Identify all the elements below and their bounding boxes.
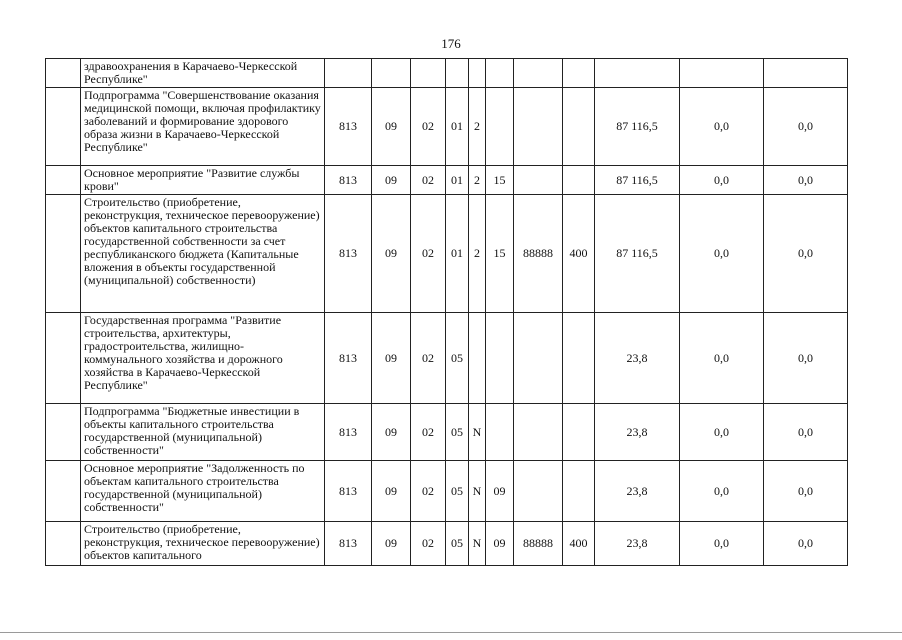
row-v1-cell: 23,8	[595, 461, 680, 522]
row-name-cell: здравоохранения в Карачаево-Черкесской Республике"	[81, 59, 325, 88]
table-row	[46, 195, 848, 313]
row-c6-cell: 09	[486, 522, 514, 566]
row-name-cell: Подпрограмма "Бюджетные инвестиции в объекты капитального строительства государственной (муниципальной) собственности"	[81, 404, 325, 461]
row-c5-cell: N	[469, 522, 486, 566]
row-blank-cell	[46, 522, 81, 566]
row-c1-cell: 813	[325, 88, 372, 166]
row-c7-cell: 88888	[514, 195, 563, 313]
row-c3-cell: 02	[411, 195, 446, 313]
row-blank-cell	[46, 404, 81, 461]
row-blank-cell	[46, 313, 81, 404]
row-c2-cell: 09	[372, 88, 411, 166]
row-v2-cell: 0,0	[680, 195, 764, 313]
row-c4-cell: 05	[446, 461, 469, 522]
row-name-cell: Основное мероприятие "Развитие службы крови"	[81, 166, 325, 195]
row-c1-cell: 813	[325, 195, 372, 313]
row-c8-cell	[563, 88, 595, 166]
row-v1-cell: 23,8	[595, 522, 680, 566]
row-c3-cell: 02	[411, 404, 446, 461]
row-name-cell: Основное мероприятие "Задолженность по объектам капитального строительства государственной (муниципальной) собственности"	[81, 461, 325, 522]
row-c7-cell	[514, 59, 563, 88]
row-c4-cell: 01	[446, 166, 469, 195]
row-v3-cell	[764, 59, 848, 88]
row-c5-cell: N	[469, 404, 486, 461]
row-name-cell: Подпрограмма "Совершенствование оказания медицинской помощи, включая профилактику заболеваний и формирование здорового образа жизни в Карачаево-Черкесской Республике"	[81, 88, 325, 166]
row-blank-cell	[46, 88, 81, 166]
table-row	[46, 461, 848, 522]
row-v1-cell: 87 116,5	[595, 195, 680, 313]
row-c5-cell	[469, 59, 486, 88]
row-c3-cell: 02	[411, 522, 446, 566]
row-v3-cell: 0,0	[764, 461, 848, 522]
row-blank-cell	[46, 59, 81, 88]
row-v2-cell: 0,0	[680, 461, 764, 522]
row-c1-cell: 813	[325, 461, 372, 522]
row-v1-cell: 23,8	[595, 313, 680, 404]
row-v1-cell: 87 116,5	[595, 88, 680, 166]
row-v3-cell: 0,0	[764, 195, 848, 313]
row-c5-cell: N	[469, 461, 486, 522]
row-c8-cell	[563, 59, 595, 88]
scan-edge-line	[0, 632, 902, 633]
row-blank-cell	[46, 166, 81, 195]
row-c1-cell: 813	[325, 313, 372, 404]
row-c4-cell: 05	[446, 313, 469, 404]
row-c4-cell	[446, 59, 469, 88]
row-v3-cell: 0,0	[764, 88, 848, 166]
row-c7-cell	[514, 166, 563, 195]
row-c4-cell: 01	[446, 195, 469, 313]
row-c1-cell: 813	[325, 522, 372, 566]
row-c3-cell: 02	[411, 88, 446, 166]
row-c8-cell	[563, 404, 595, 461]
row-c6-cell: 15	[486, 195, 514, 313]
row-c8-cell: 400	[563, 195, 595, 313]
row-blank-cell	[46, 461, 81, 522]
row-c2-cell: 09	[372, 166, 411, 195]
row-c3-cell: 02	[411, 313, 446, 404]
row-c7-cell	[514, 404, 563, 461]
row-name-cell: Строительство (приобретение, реконструкция, техническое перевооружение) объектов капитального	[81, 522, 325, 566]
budget-table	[45, 58, 848, 566]
row-c8-cell	[563, 461, 595, 522]
table-row	[46, 404, 848, 461]
table-row	[46, 166, 848, 195]
row-c7-cell: 88888	[514, 522, 563, 566]
row-c1-cell: 813	[325, 166, 372, 195]
table-row	[46, 59, 848, 88]
row-c4-cell: 01	[446, 88, 469, 166]
row-c2-cell: 09	[372, 195, 411, 313]
row-c3-cell: 02	[411, 461, 446, 522]
row-v1-cell	[595, 59, 680, 88]
row-c2-cell: 09	[372, 404, 411, 461]
row-c3-cell	[411, 59, 446, 88]
row-c2-cell: 09	[372, 461, 411, 522]
row-c6-cell	[486, 313, 514, 404]
row-c7-cell	[514, 313, 563, 404]
row-v1-cell: 87 116,5	[595, 166, 680, 195]
row-v2-cell: 0,0	[680, 522, 764, 566]
row-c3-cell: 02	[411, 166, 446, 195]
row-c4-cell: 05	[446, 522, 469, 566]
row-c4-cell: 05	[446, 404, 469, 461]
table-row	[46, 88, 848, 166]
row-blank-cell	[46, 195, 81, 313]
row-c8-cell	[563, 313, 595, 404]
row-c7-cell	[514, 461, 563, 522]
row-c8-cell: 400	[563, 522, 595, 566]
row-c2-cell: 09	[372, 522, 411, 566]
row-c6-cell	[486, 88, 514, 166]
row-c2-cell	[372, 59, 411, 88]
row-c2-cell: 09	[372, 313, 411, 404]
row-c8-cell	[563, 166, 595, 195]
row-c5-cell: 2	[469, 88, 486, 166]
row-c6-cell	[486, 59, 514, 88]
row-c6-cell: 09	[486, 461, 514, 522]
page-number: 176	[441, 36, 461, 51]
row-c1-cell: 813	[325, 404, 372, 461]
row-v2-cell: 0,0	[680, 166, 764, 195]
row-v2-cell: 0,0	[680, 313, 764, 404]
row-c1-cell	[325, 59, 372, 88]
row-c7-cell	[514, 88, 563, 166]
row-c6-cell	[486, 404, 514, 461]
row-c5-cell: 2	[469, 195, 486, 313]
row-v2-cell	[680, 59, 764, 88]
row-c5-cell: 2	[469, 166, 486, 195]
table-row	[46, 522, 848, 566]
row-c6-cell: 15	[486, 166, 514, 195]
row-v3-cell: 0,0	[764, 404, 848, 461]
row-v2-cell: 0,0	[680, 88, 764, 166]
row-v2-cell: 0,0	[680, 404, 764, 461]
row-name-cell: Государственная программа "Развитие строительства, архитектуры, градостроительства, жилищно-коммунального хозяйства и дорожного хозяйства в Карачаево-Черкесской Республике"	[81, 313, 325, 404]
table-row	[46, 313, 848, 404]
row-v3-cell: 0,0	[764, 522, 848, 566]
row-c5-cell	[469, 313, 486, 404]
row-name-cell: Строительство (приобретение, реконструкция, техническое перевооружение) объектов капитального строительства государственной собственности за счет республиканского бюджета (Капитальные вложения в объекты государственной (муниципальной) собственности)	[81, 195, 325, 313]
row-v3-cell: 0,0	[764, 166, 848, 195]
row-v1-cell: 23,8	[595, 404, 680, 461]
row-v3-cell: 0,0	[764, 313, 848, 404]
